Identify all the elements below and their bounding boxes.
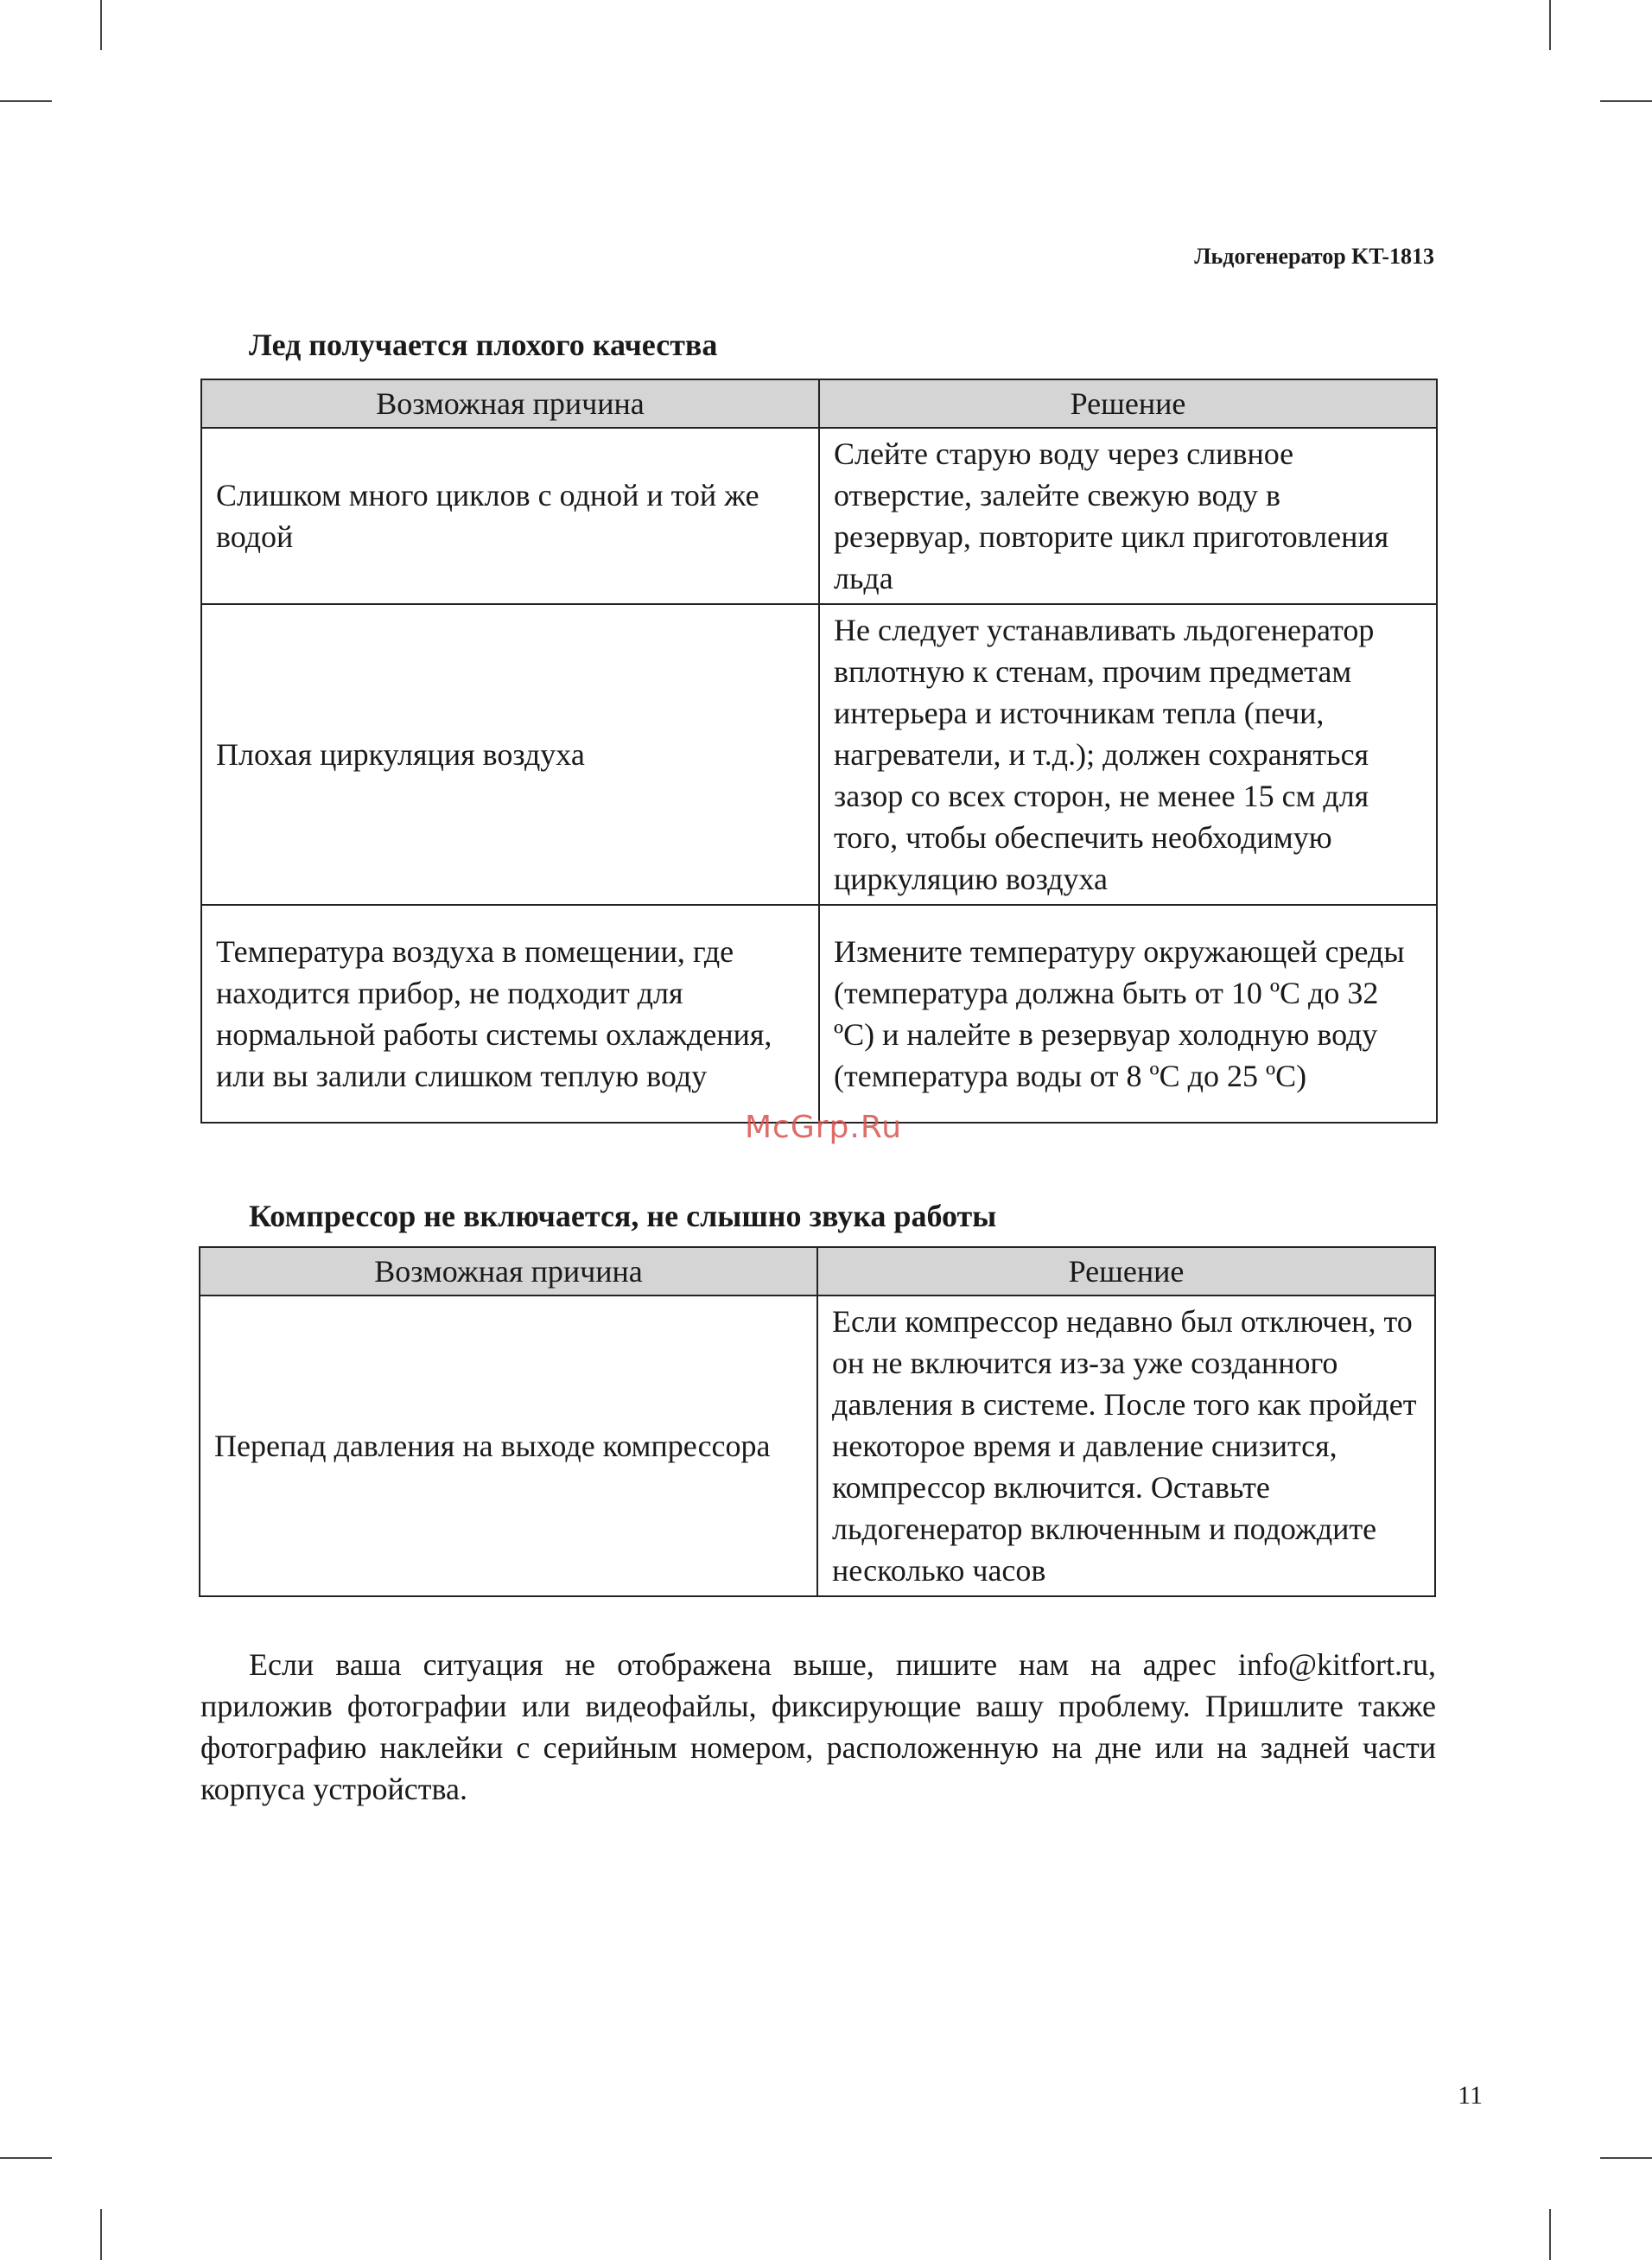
crop-mark (1549, 2209, 1551, 2260)
crop-mark (0, 100, 52, 102)
cause-cell: Перепад давления на выходе компрессора (200, 1296, 817, 1596)
solution-cell: Не следует устанавливать льдогенератор вплотную к стенам, прочим предметам интерьера и источникам тепла (печи, нагреватели, и т.д.); должен сохраняться зазор со всех сторон, не менее 15 см для того, чтобы обеспечить необходимую циркуляцию воздуха (819, 604, 1437, 905)
contact-paragraph: Если ваша ситуация не отображена выше, пишите нам на адрес info@kitfort.ru, приложив фотографии или видеофайлы, фиксирующие вашу проблему. Пришлите также фотографию наклейки с серийным номером, расположенную на дне или на задней части корпуса устройства. (200, 1647, 1436, 1806)
crop-mark (100, 0, 102, 50)
solution-cell: Если компрессор недавно был отключен, то он не включится из-за уже созданного давления в системе. После того как пройдет некоторое время и давление снизится, компрессор включится. Оставьте льдогенератор включенным и подождите несколько часов (817, 1296, 1435, 1596)
column-header-cause: Возможная причина (201, 379, 819, 428)
troubleshooting-table-ice-quality (200, 379, 1438, 1124)
crop-mark (1549, 0, 1551, 50)
page-number: 11 (1458, 2081, 1483, 2110)
solution-cell: Слейте старую воду через сливное отверстие, залейте свежую воду в резервуар, повторите цикл приготовления льда (819, 428, 1437, 604)
cause-cell: Плохая циркуляция воздуха (201, 604, 819, 905)
cause-cell: Слишком много циклов с одной и той же водой (201, 428, 819, 604)
crop-mark (1600, 2157, 1652, 2159)
column-header-solution: Решение (817, 1247, 1435, 1296)
table-row (201, 604, 1437, 905)
table-row (201, 905, 1437, 1123)
crop-mark (1600, 100, 1652, 102)
column-header-solution: Решение (819, 379, 1437, 428)
crop-mark (0, 2157, 52, 2159)
table-header-row (200, 1247, 1435, 1296)
column-header-cause: Возможная причина (200, 1247, 817, 1296)
running-header: Льдогенератор KT-1813 (1194, 244, 1434, 269)
watermark: McGrp.Ru (745, 1110, 903, 1145)
cause-cell: Температура воздуха в помещении, где находится прибор, не подходит для нормальной работы системы охлаждения, или вы залили слишком теплую воду (201, 905, 819, 1123)
troubleshooting-table-compressor (199, 1246, 1436, 1597)
table-row (201, 428, 1437, 604)
table-header-row (201, 379, 1437, 428)
crop-mark (100, 2209, 102, 2260)
section-title-ice-quality: Лед получается плохого качества (249, 328, 718, 362)
solution-cell: Измените температуру окружающей среды (температура должна быть от 10 ºС до 32 ºС) и налейте в резервуар холодную воду (температура воды от 8 ºС до 25 ºС) (819, 905, 1437, 1123)
section-title-compressor: Компрессор не включается, не слышно звука работы (249, 1199, 997, 1233)
table-row (200, 1296, 1435, 1596)
